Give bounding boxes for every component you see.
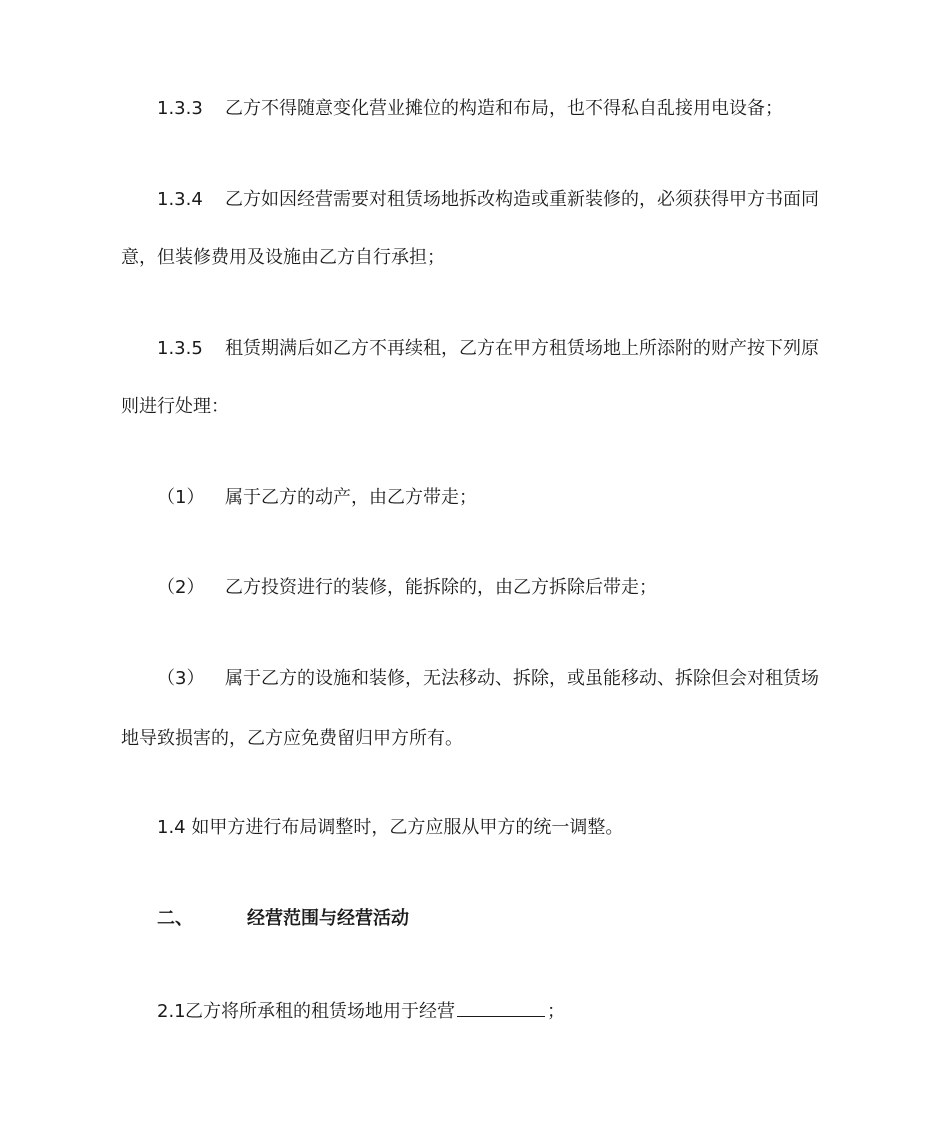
section-heading-2 [157, 907, 409, 931]
clause-1-3-3 [157, 97, 783, 121]
clause-number: 1.3.3 [157, 98, 203, 119]
list-item-number: （1） [157, 487, 205, 508]
list-item-text-line1: 属于乙方的设施和装修，无法移动、拆除，或虽能移动、拆除但会对租赁场 [225, 668, 819, 689]
list-item-number: （3） [157, 668, 205, 689]
clause-1-3-5-continued [121, 395, 229, 419]
section-number: 二、 [157, 908, 193, 929]
clause-1-4 [157, 816, 623, 840]
clause-text: 乙方不得随意变化营业摊位的构造和布局，也不得私自乱接用电设备； [225, 98, 783, 119]
clause-number: 1.3.5 [157, 338, 203, 359]
list-item-3-continued [121, 727, 463, 751]
list-item-1 [157, 486, 477, 510]
list-item-text: 乙方投资进行的装修，能拆除的，由乙方拆除后带走； [225, 577, 657, 598]
clause-text: 1.4 如甲方进行布局调整时，乙方应服从甲方的统一调整。 [157, 817, 624, 838]
clause-number: 2.1 [157, 1001, 186, 1022]
clause-suffix: ； [547, 1001, 565, 1022]
list-item-text: 属于乙方的动产，由乙方带走； [225, 487, 477, 508]
list-item-number: （2） [157, 577, 205, 598]
clause-1-3-5 [157, 337, 819, 361]
clause-1-3-4 [157, 188, 819, 212]
clause-text: 乙方将所承租的租赁场地用于经营 [185, 1001, 455, 1022]
clause-text-line2: 则进行处理： [121, 396, 229, 417]
list-item-2 [157, 576, 657, 600]
clause-1-3-4-continued [121, 246, 445, 270]
fill-in-blank[interactable] [457, 998, 545, 1017]
clause-text-line1: 租赁期满后如乙方不再续租，乙方在甲方租赁场地上所添附的财产按下列原 [225, 338, 819, 359]
clause-2-1 [157, 998, 565, 1024]
clause-text-line1: 乙方如因经营需要对租赁场地拆改构造或重新装修的，必须获得甲方书面同 [225, 189, 819, 210]
list-item-text-line2: 地导致损害的，乙方应免费留归甲方所有。 [121, 728, 463, 749]
list-item-3 [157, 667, 819, 691]
clause-text-line2: 意，但装修费用及设施由乙方自行承担； [121, 247, 445, 268]
section-title: 经营范围与经营活动 [247, 908, 409, 929]
clause-number: 1.3.4 [157, 189, 203, 210]
